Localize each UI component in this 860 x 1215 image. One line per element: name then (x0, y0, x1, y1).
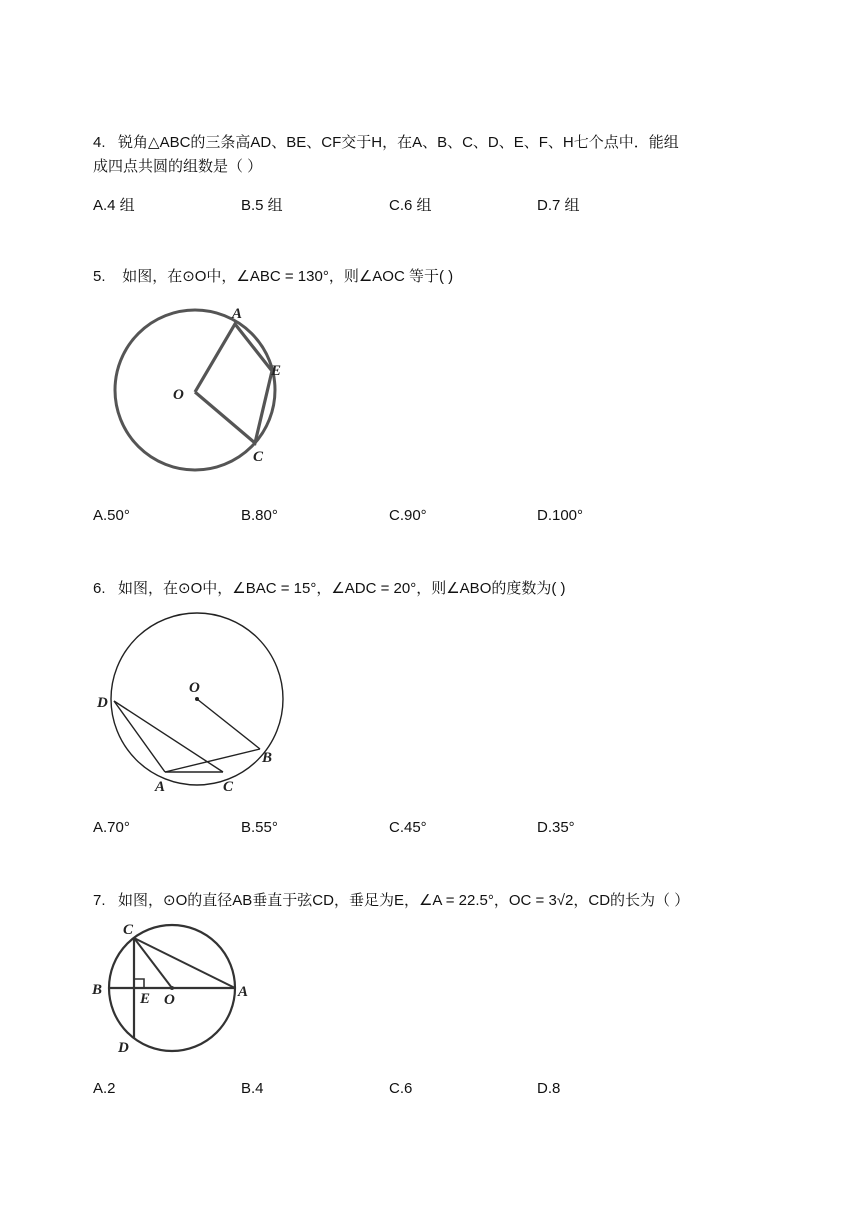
label-d: D (118, 1040, 129, 1056)
segment-ab (165, 749, 260, 772)
point-o (170, 986, 174, 990)
question-6 (93, 577, 783, 601)
question-7-options (93, 1080, 693, 1102)
option-a[interactable]: A.4 组 (93, 197, 135, 214)
segment-da (114, 701, 165, 772)
label-o: O (164, 992, 175, 1008)
question-6-figure (95, 612, 295, 797)
option-c[interactable]: C.90° (389, 507, 427, 524)
question-5-number: 5. (93, 268, 106, 285)
question-5-options (93, 507, 693, 529)
label-o: O (173, 387, 184, 403)
label-d: D (97, 695, 108, 711)
question-5 (93, 265, 783, 289)
option-c[interactable]: C.6 (389, 1080, 413, 1097)
option-c[interactable]: C.45° (389, 819, 427, 836)
label-c: C (253, 449, 264, 465)
question-7-stem (93, 889, 783, 913)
question-5-figure (100, 300, 300, 470)
right-angle-mark (134, 979, 144, 988)
label-c: C (223, 779, 234, 795)
question-4-stem-line2: 成四点共圆的组数是（ ） (93, 158, 263, 175)
option-b[interactable]: B.55° (241, 819, 278, 836)
segment-oc (134, 938, 172, 988)
label-b: B (262, 750, 273, 766)
label-a: A (232, 306, 243, 322)
label-a: A (155, 779, 166, 795)
question-4-number: 4. (93, 134, 106, 151)
label-b: B (92, 982, 103, 998)
question-4 (93, 131, 783, 179)
label-e: E (140, 991, 151, 1007)
question-6-stem (93, 577, 783, 601)
question-5-stem (93, 265, 783, 289)
question-6-stem-text: 如图，在⊙O中，∠BAC = 15°，∠ADC = 20°，则∠ABO的度数为( ) (118, 580, 566, 597)
option-a[interactable]: A.2 (93, 1080, 116, 1097)
option-b[interactable]: B.5 组 (241, 197, 283, 214)
question-6-options (93, 819, 693, 841)
option-b[interactable]: B.4 (241, 1080, 264, 1097)
option-d[interactable]: D.7 组 (537, 197, 580, 214)
option-d[interactable]: D.100° (537, 507, 584, 524)
option-c[interactable]: C.6 组 (389, 197, 432, 214)
question-4-options (93, 194, 693, 216)
question-6-number: 6. (93, 580, 106, 597)
label-o: O (189, 680, 200, 696)
question-5-stem-text: 如图，在⊙O中，∠ABC = 130°，则∠AOC 等于( ) (122, 268, 454, 285)
option-a[interactable]: A.70° (93, 819, 130, 836)
label-c: C (123, 922, 134, 938)
point-o (195, 697, 199, 701)
question-7-number: 7. (93, 892, 106, 909)
question-4-stem-line1: 锐角△ABC的三条高AD、BE、CF交于H，在A、B、C、D、E、F、H七个点中．能组 (118, 134, 679, 151)
label-a: A (238, 984, 249, 1000)
option-b[interactable]: B.80° (241, 507, 278, 524)
option-d[interactable]: D.8 (537, 1080, 561, 1097)
question-7-figure (88, 918, 258, 1063)
question-7 (93, 889, 783, 913)
question-7-stem-text: 如图，⊙O的直径AB垂直于弦CD，垂足为E，∠A = 22.5°，OC = 3√2，CD的长为（ ） (118, 892, 690, 909)
segment-ob (197, 699, 260, 749)
label-e: E (271, 363, 282, 379)
question-4-stem (93, 131, 783, 179)
option-a[interactable]: A.50° (93, 507, 130, 524)
option-d[interactable]: D.35° (537, 819, 575, 836)
